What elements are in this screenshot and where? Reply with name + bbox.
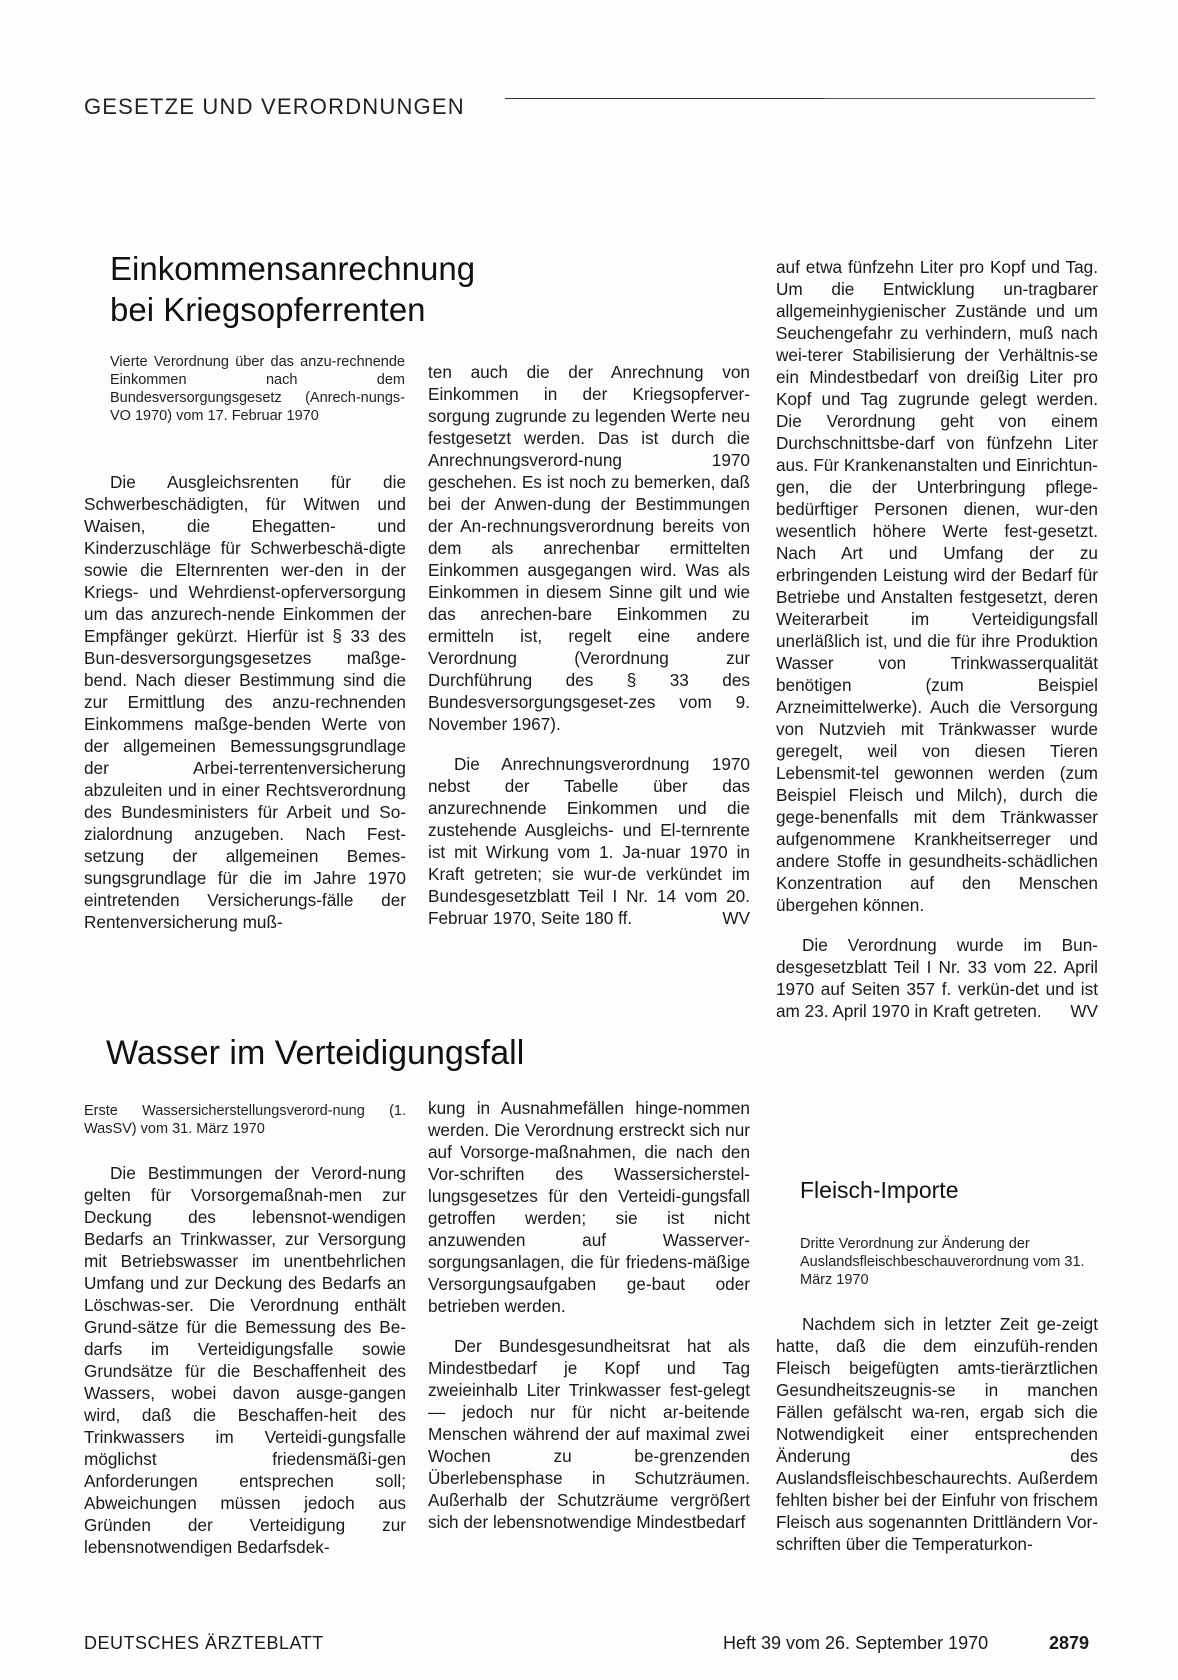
article2-column2 xyxy=(428,1097,750,1533)
page-number: 2879 xyxy=(1049,1633,1090,1653)
article1-title-line2: bei Kriegsopferrenten xyxy=(110,291,426,328)
article2-col3-paragraph1: auf etwa fünfzehn Liter pro Kopf und Tag. Um die Entwicklung un-tragbarer allgemeinhygienischer Zustände und um Seuchengefahr zu verhindern, muß nach wei-terer Stabilisierung der Verhältnis-se ein Mindestbedarf von dreißig Liter pro Kopf und Tag zugrunde gelegt werden. Die Verordnung geht von einem Durchschnittsbe-darf von fünfzehn Liter aus. Für Krankenanstalten und Einrichtun-gen, die der Unterbringung pflege-bedürftiger Personen dienen, wur-den wesentlich höhere Werte fest-gesetzt. Nach Art und Umfang der zu erbringenden Leistung wird der Bedarf für Betriebe und Anstalten festgesetzt, deren Weiterarbeit im Verteidigungsfall unerläßlich ist, und die für ihre Produktion Wasser von Trinkwasserqualität benötigen (zum Beispiel Arzneimittelwerke). Auch die Versorgung von Nutzvieh mit Tränkwasser wurde geregelt, weil von diesen Tieren Lebensmit-tel gewonnen werden (zum Beispiel Fleisch und Milch), durch die gege-benenfalls mit dem Tränkwasser aufgenommene Krankheitserreger und andere Stoffe in gesundheits-schädlichen Konzentration auf den Menschen übergehen können. xyxy=(776,257,1098,915)
article2-signature: WV xyxy=(1070,1001,1098,1021)
article2-col3-paragraph2-text: Die Verordnung wurde im Bun-desgesetzblatt Teil I Nr. 33 vom 22. April 1970 auf Seiten 357 f. verkün-det und ist am 23. April 1970 in Kraft getreten. xyxy=(776,935,1098,1021)
journal-name: DEUTSCHES ÄRZTEBLATT xyxy=(84,1633,324,1653)
article1-column1 xyxy=(84,471,406,933)
header-rule-extension xyxy=(825,98,1095,99)
article2-subtitle: Erste Wassersicherstellungsverord-nung (1. WasSV) vom 31. März 1970 xyxy=(84,1103,406,1137)
article1-column2 xyxy=(428,361,750,929)
article2-col1-paragraph: Die Bestimmungen der Verord-nung gelten für Vorsorgemaßnah-men zur Deckung des lebensnot-wendigen Bedarfs an Trinkwasser, zur Versorgung mit Betriebswasser im unentbehrlichen Umfang und zur Deckung des Bedarfs an Löschwas-ser. Die Verordnung enthält Grund-sätze für die Bemessung des Be-darfs im Verteidigungsfalle sowie Grundsätze für die Beschaffenheit des Wassers, wobei davon ausge-gangen wird, daß die Beschaffen-heit des Trinkwassers im Verteidi-gungsfalle möglichst friedensmäßi-gen Anforderungen entsprechen soll; Abweichungen müssen jedoch aus Gründen der Verteidigung zur lebensnotwendigen Bedarfsdek- xyxy=(84,1163,406,1557)
article2-col2-paragraph2: Der Bundesgesundheitsrat hat als Mindestbedarf je Kopf und Tag zweieinhalb Liter Trinkwasser fest-gelegt — jedoch nur für nicht ar-beitende Menschen während der auf maximal zwei Wochen zu be-grenzenden Überlebensphase in Schutzräumen. Außerhalb der Schutzräume vergrößert sich der lebensnotwendige Mindestbedarf xyxy=(428,1336,750,1532)
article2-col2-paragraph1: kung in Ausnahmefällen hinge-nommen werden. Die Verordnung erstreckt sich nur auf Vorsorge-maßnahmen, die nach den Vor-schriften des Wassersicherstel-lungsgesetzes für den Verteidi-gungsfall getroffen werden; sie ist nicht anzuwenden auf Wasserver-sorgungsanlagen, die für friedens-mäßige Versorgungsaufgaben ge-baut oder betrieben werden. xyxy=(428,1098,750,1316)
article1-title xyxy=(110,248,670,330)
article1-col1-paragraph: Die Ausgleichsrenten für die Schwerbeschädigten, für Witwen und Waisen, die Ehegatten- und Kinderzuschläge für Schwerbeschä-digte sowie die Elternrenten wer-den in der Kriegs- und Wehrdienst-opferversorgung um das anzurech-nende Einkommen der Empfänger gekürzt. Hierfür ist § 33 des Bun-desversorgungsgesetzes maßge-bend. Nach dieser Bestimmung sind die zur Ermittlung des anzu-rechnenden Einkommens maßge-benden Werte von der allgemeinen Bemessungsgrundlage der Arbei-terrentenversicherung abzuleiten und in einer Rechtsverordnung des Bundesministers für Arbeit und So-zialordnung anzugeben. Nach Fest-setzung der allgemeinen Bemes-sungsgrundlage für die im Jahre 1970 eintretenden Versicherungs-fälle der Rentenversicherung muß- xyxy=(84,472,406,932)
article2-column3 xyxy=(776,256,1098,1022)
article1-col2-paragraph2-text: Die Anrechnungsverordnung 1970 nebst der Tabelle über das anzurechnende Einkommen und die zustehende Ausgleichs- und El-ternrente ist mit Wirkung vom 1. Ja-nuar 1970 in Kraft getreten; sie wur-de verkündet im Bundesgesetzblatt Teil I Nr. 14 vom 20. Februar 1970, Seite 180 ff. xyxy=(428,754,750,928)
article1-subtitle: Vierte Verordnung über das anzu-rechnende Einkommen nach dem Bundesversorgungsgesetz (Anrech-nungs-VO 1970) vom 17. Februar 1970 xyxy=(110,354,405,424)
article1-title-line1: Einkommensanrechnung xyxy=(110,250,476,287)
article3-subtitle: Dritte Verordnung zur Änderung der Auslandsfleischbeschauverordnung vom 31. März 1970 xyxy=(800,1236,1085,1288)
article1-col2-paragraph2 xyxy=(428,753,750,929)
article3-body xyxy=(776,1313,1098,1555)
article1-signature: WV xyxy=(722,908,750,928)
article3-paragraph: Nachdem sich in letzter Zeit ge-zeigt hatte, daß die dem einzufüh-renden Fleisch beigefügten amts-tierärztlichen Gesundheitszeugnis-se in manchen Fällen gefälscht wa-ren, ergab sich die Notwendigkeit einer entsprechenden Änderung des Auslandsfleischbeschaurechts. Außerdem fehlten bisher bei der Einfuhr von frischem Fleisch aus sogenannten Drittländern Vor-schriften über die Temperaturkon- xyxy=(776,1314,1098,1554)
article1-col2-paragraph1: ten auch die der Anrechnung von Einkommen in der Kriegsopferver-sorgung zugrunde zu legenden Werte neu festgesetzt werden. Das ist durch die Anrechnungsverord-nung 1970 geschehen. Es ist noch zu bemerken, daß bei der Anwen-dung der Bestimmungen der An-rechnungsverordnung bereits von dem als anrechenbar ermittelten Einkommen ausgegangen wird. Was als Einkommen in diesem Sinne gilt und wie das anrechen-bare Einkommen zu ermitteln ist, regelt eine andere Verordnung (Verordnung zur Durchführung des § 33 des Bundesversorgungsgeset-zes vom 9. November 1967). xyxy=(428,362,750,734)
article2-col3-paragraph2 xyxy=(776,934,1098,1022)
header-rule xyxy=(505,98,825,99)
issue-info: Heft 39 vom 26. September 1970 xyxy=(723,1633,989,1653)
article2-column1 xyxy=(84,1162,406,1558)
section-heading: GESETZE UND VERORDNUNGEN xyxy=(84,94,465,119)
article3-title: Fleisch-Importe xyxy=(800,1177,959,1203)
article2-title: Wasser im Verteidigungsfall xyxy=(106,1034,525,1072)
